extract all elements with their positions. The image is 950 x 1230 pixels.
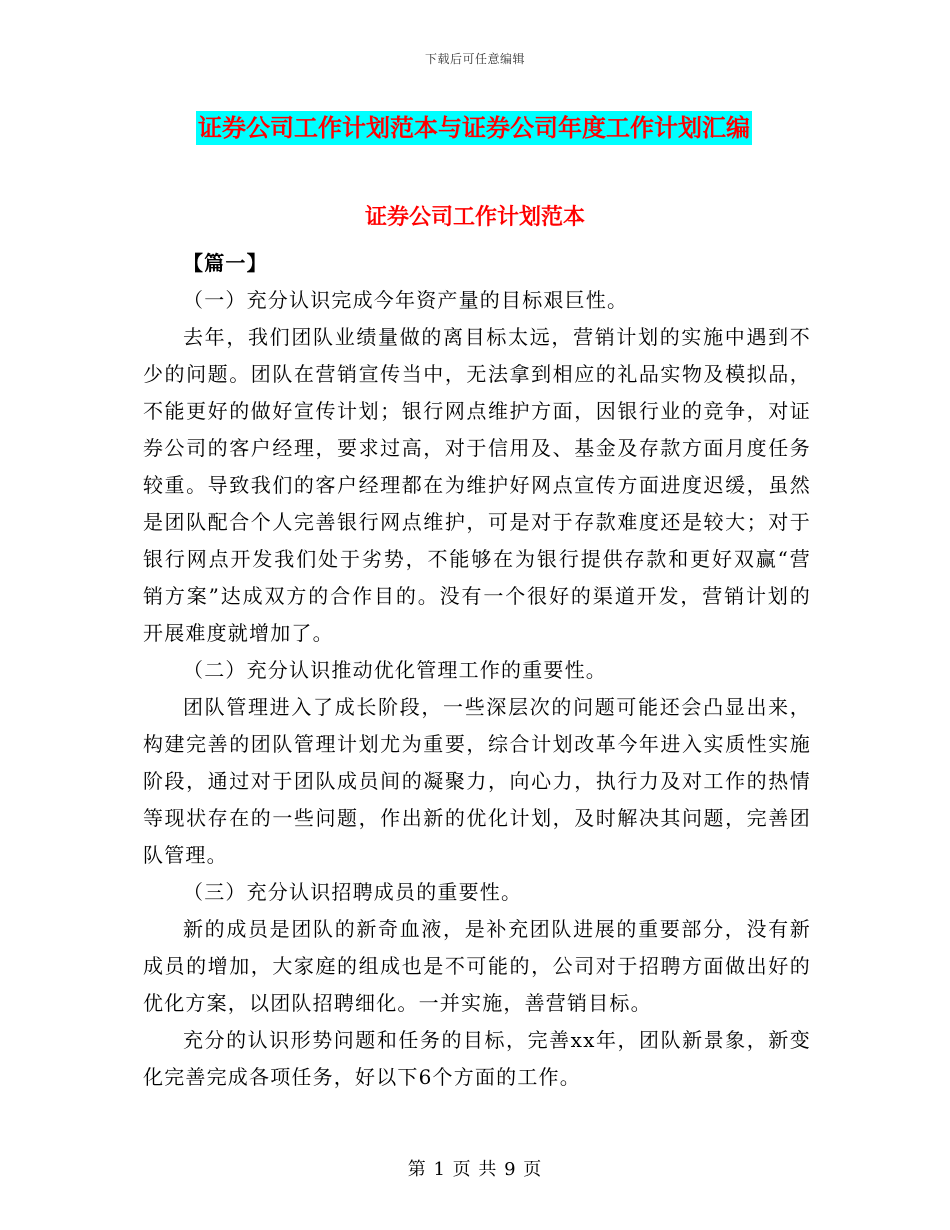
main-title: 证券公司工作计划范本与证券公司年度工作计划汇编 xyxy=(196,111,752,145)
paragraph-5: （三）充分认识招聘成员的重要性。 xyxy=(183,880,523,904)
paragraph-6: 新的成员是团队的新奇血液，是补充团队进展的重要部分，没有新成员的增加，大家庭的组成也是不可能的，公司对于招聘方面做出好的优化方案，以团队招聘细化。一并实施，善营销目标。 xyxy=(143,917,811,1015)
paragraph-7: 充分的认识形势问题和任务的目标，完善xx年，团队新景象，新变化完善完成各项任务，好以下6个方面的工作。 xyxy=(143,1028,811,1089)
header-note: 下载后可任意编辑 xyxy=(424,52,525,66)
paragraph-4: 团队管理进入了成长阶段，一些深层次的问题可能还会凸显出来，构建完善的团队管理计划尤为重要，综合计划改革今年进入实质性实施阶段，通过对于团队成员间的凝聚力，向心力，执行力及对工作的热情等现状存在的一些问题，作出新的优化计划，及时解决其问题，完善团队管理。 xyxy=(143,695,811,867)
sub-title: 证券公司工作计划范本 xyxy=(364,205,585,230)
paragraph-2: 去年，我们团队业绩量做的离目标太远，营销计划的实施中遇到不少的问题。团队在营销宣传当中，无法拿到相应的礼品实物及模拟品，不能更好的做好宣传计划；银行网点维护方面，因银行业的竞争，对证券公司的客户经理，要求过高，对于信用及、基金及存款方面月度任务较重。导致我们的客户经理都在为维护好网点宣传方面进度迟缓，虽然是团队配合个人完善银行网点维护，可是对于存款难度还是较大；对于银行网点开发我们处于劣势，不能够在为银行提供存款和更好双赢“营销方案”达成双方的合作目的。没有一个很好的渠道开发，营销计划的开展难度就增加了。 xyxy=(143,325,811,645)
page-footer: 第 1 页 共 9 页 xyxy=(407,1159,543,1180)
section-mark: 【篇一】 xyxy=(183,251,268,275)
paragraph-3: （二）充分认识推动优化管理工作的重要性。 xyxy=(183,658,607,682)
document-body xyxy=(143,245,811,1096)
paragraph-1: （一）充分认识完成今年资产量的目标艰巨性。 xyxy=(183,288,629,312)
